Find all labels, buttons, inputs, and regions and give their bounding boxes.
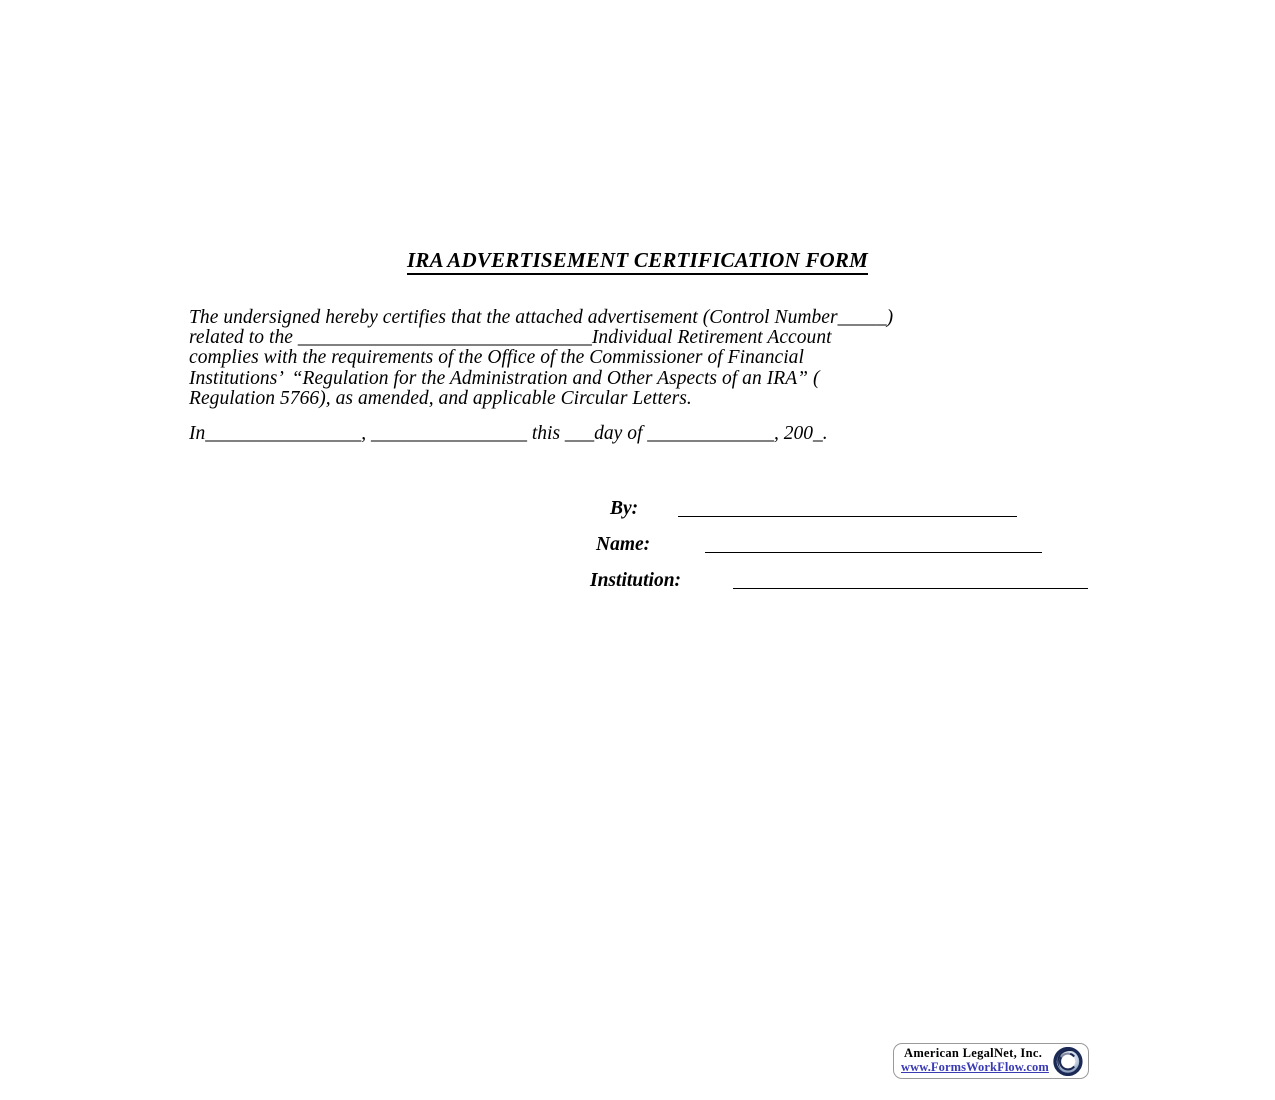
name-signature-line[interactable] [705, 552, 1042, 553]
institution-signature-line[interactable] [733, 588, 1088, 589]
paragraph-line: Institutions’ “Regulation for the Administration and Other Aspects of an IRA” ( [189, 367, 820, 389]
footer-company-name: American LegalNet, Inc. [904, 1046, 1043, 1060]
name-label: Name: [596, 534, 651, 555]
paragraph-line: related to the ______________________________Individual Retirement Account [189, 327, 832, 349]
institution-label: Institution: [590, 570, 682, 591]
signature-block [560, 498, 1120, 606]
certification-paragraph [189, 308, 1104, 409]
footer-badge [893, 1043, 1089, 1079]
signature-row-name [560, 534, 1120, 570]
american-legalnet-logo-icon [1053, 1047, 1083, 1076]
page-title-text: IRA ADVERTISEMENT CERTIFICATION FORM [407, 248, 868, 275]
paragraph-line: Regulation 5766), as amended, and applicable Circular Letters. [189, 387, 692, 409]
place-and-date-line: In________________, ________________ this ___day of _____________, 200_. [189, 423, 828, 444]
by-label: By: [610, 498, 639, 519]
signature-row-institution [560, 570, 1120, 606]
signature-row-by [560, 498, 1120, 534]
paragraph-line: The undersigned hereby certifies that the attached advertisement (Control Number_____) [189, 307, 894, 328]
footer-website-link[interactable]: www.FormsWorkFlow.com [901, 1060, 1049, 1074]
paragraph-line: complies with the requirements of the Office of the Commissioner of Financial [189, 347, 804, 369]
by-signature-line[interactable] [678, 516, 1017, 517]
page-title [0, 249, 1275, 272]
